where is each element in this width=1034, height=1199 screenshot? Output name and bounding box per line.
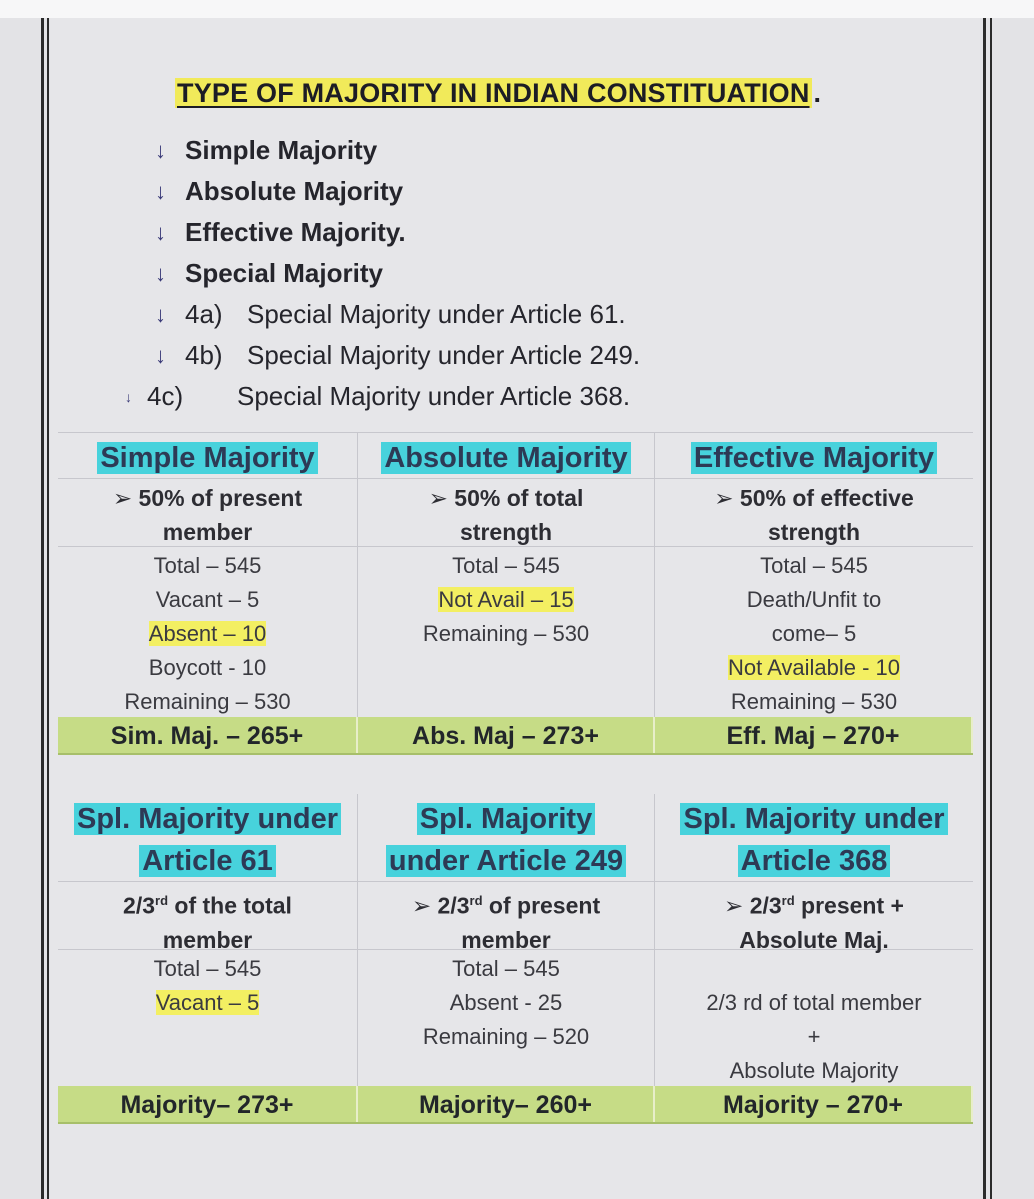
header-spl-majority-art-368: Spl. Majority under Article 368 xyxy=(655,794,973,881)
majority-table-1 xyxy=(58,432,973,755)
values-cell: Total – 545 Vacant – 5 xyxy=(58,950,358,1086)
left-border-line xyxy=(41,18,44,1199)
page-title: TYPE OF MAJORITY IN INDIAN CONSTITUATION . xyxy=(177,78,822,108)
values-cell: Total – 545 Absent - 25 Remaining – 520 xyxy=(358,950,655,1086)
summary-cell: Majority – 270+ xyxy=(655,1086,973,1122)
top-strip xyxy=(0,0,1034,18)
desc-cell: 2/3rd of the total member xyxy=(58,882,358,949)
summary-cell: Majority– 260+ xyxy=(358,1086,655,1122)
right-border-line xyxy=(983,18,986,1199)
header-effective-majority: Effective Majority xyxy=(655,433,973,478)
desc-cell: ➢ 2/3rd of present member xyxy=(358,882,655,949)
header-simple-majority: Simple Majority xyxy=(58,433,358,478)
down-arrow-icon: ↓ xyxy=(155,301,166,327)
table-header-row xyxy=(58,794,973,882)
down-arrow-icon: ↓ xyxy=(155,178,166,204)
summary-cell: Sim. Maj. – 265+ xyxy=(58,717,358,753)
summary-row xyxy=(58,1086,973,1124)
list-item: ↓ Effective Majority. xyxy=(155,217,406,247)
desc-cell: ➢ 2/3rd present + Absolute Maj. xyxy=(724,892,904,953)
summary-cell: Majority– 273+ xyxy=(58,1086,358,1122)
desc-cell: ➢ 50% of effective strength xyxy=(714,485,914,545)
down-arrow-icon: ↓ xyxy=(155,342,166,368)
summary-row xyxy=(58,717,973,755)
values-cell: Total – 545 Vacant – 5 Absent – 10 Boycott - 10 Remaining – 530 xyxy=(58,547,358,717)
header-absolute-majority: Absolute Majority xyxy=(358,433,655,478)
table-header-row xyxy=(58,433,973,479)
desc-cell: ➢ 50% of total strength xyxy=(358,479,655,546)
header-spl-majority-art-61: Spl. Majority under Article 61 xyxy=(58,794,358,881)
list-item: ↓ 4b) Special Majority under Article 249. xyxy=(155,340,641,370)
values-cell: Total – 545 Not Avail – 15 Remaining – 530 xyxy=(358,547,655,717)
right-border-line-outer xyxy=(990,18,992,1199)
bullet-list xyxy=(125,130,641,417)
down-arrow-icon: ↓ xyxy=(125,388,132,405)
left-border-line-inner xyxy=(47,18,49,1199)
values-cell: 2/3 rd of total member + Absolute Majority xyxy=(706,990,922,1083)
table-row xyxy=(58,479,973,547)
down-arrow-icon: ↓ xyxy=(155,260,166,286)
list-item: ↓ Absolute Majority xyxy=(155,176,404,206)
values-cell: Total – 545 Death/Unfit to come– 5 Not Available - 10 Remaining – 530 xyxy=(727,553,901,714)
summary-cell: Abs. Maj – 273+ xyxy=(358,717,655,753)
list-item: ↓ 4a) Special Majority under Article 61. xyxy=(155,299,626,329)
list-item: ↓ Special Majority xyxy=(155,258,383,288)
desc-cell: ➢ 50% of present member xyxy=(58,479,358,546)
table-row xyxy=(58,882,973,953)
summary-cell: Eff. Maj – 270+ xyxy=(655,717,973,753)
down-arrow-icon: ↓ xyxy=(155,137,166,163)
header-spl-majority-art-249: Spl. Majority under Article 249 xyxy=(358,794,655,881)
list-item: ↓ Simple Majority xyxy=(155,135,378,165)
majority-table-2 xyxy=(58,794,973,1124)
table-row xyxy=(58,547,973,717)
table-row xyxy=(58,950,973,1086)
down-arrow-icon: ↓ xyxy=(155,219,166,245)
list-item: ↓ 4c) Special Majority under Article 368. xyxy=(115,376,640,417)
